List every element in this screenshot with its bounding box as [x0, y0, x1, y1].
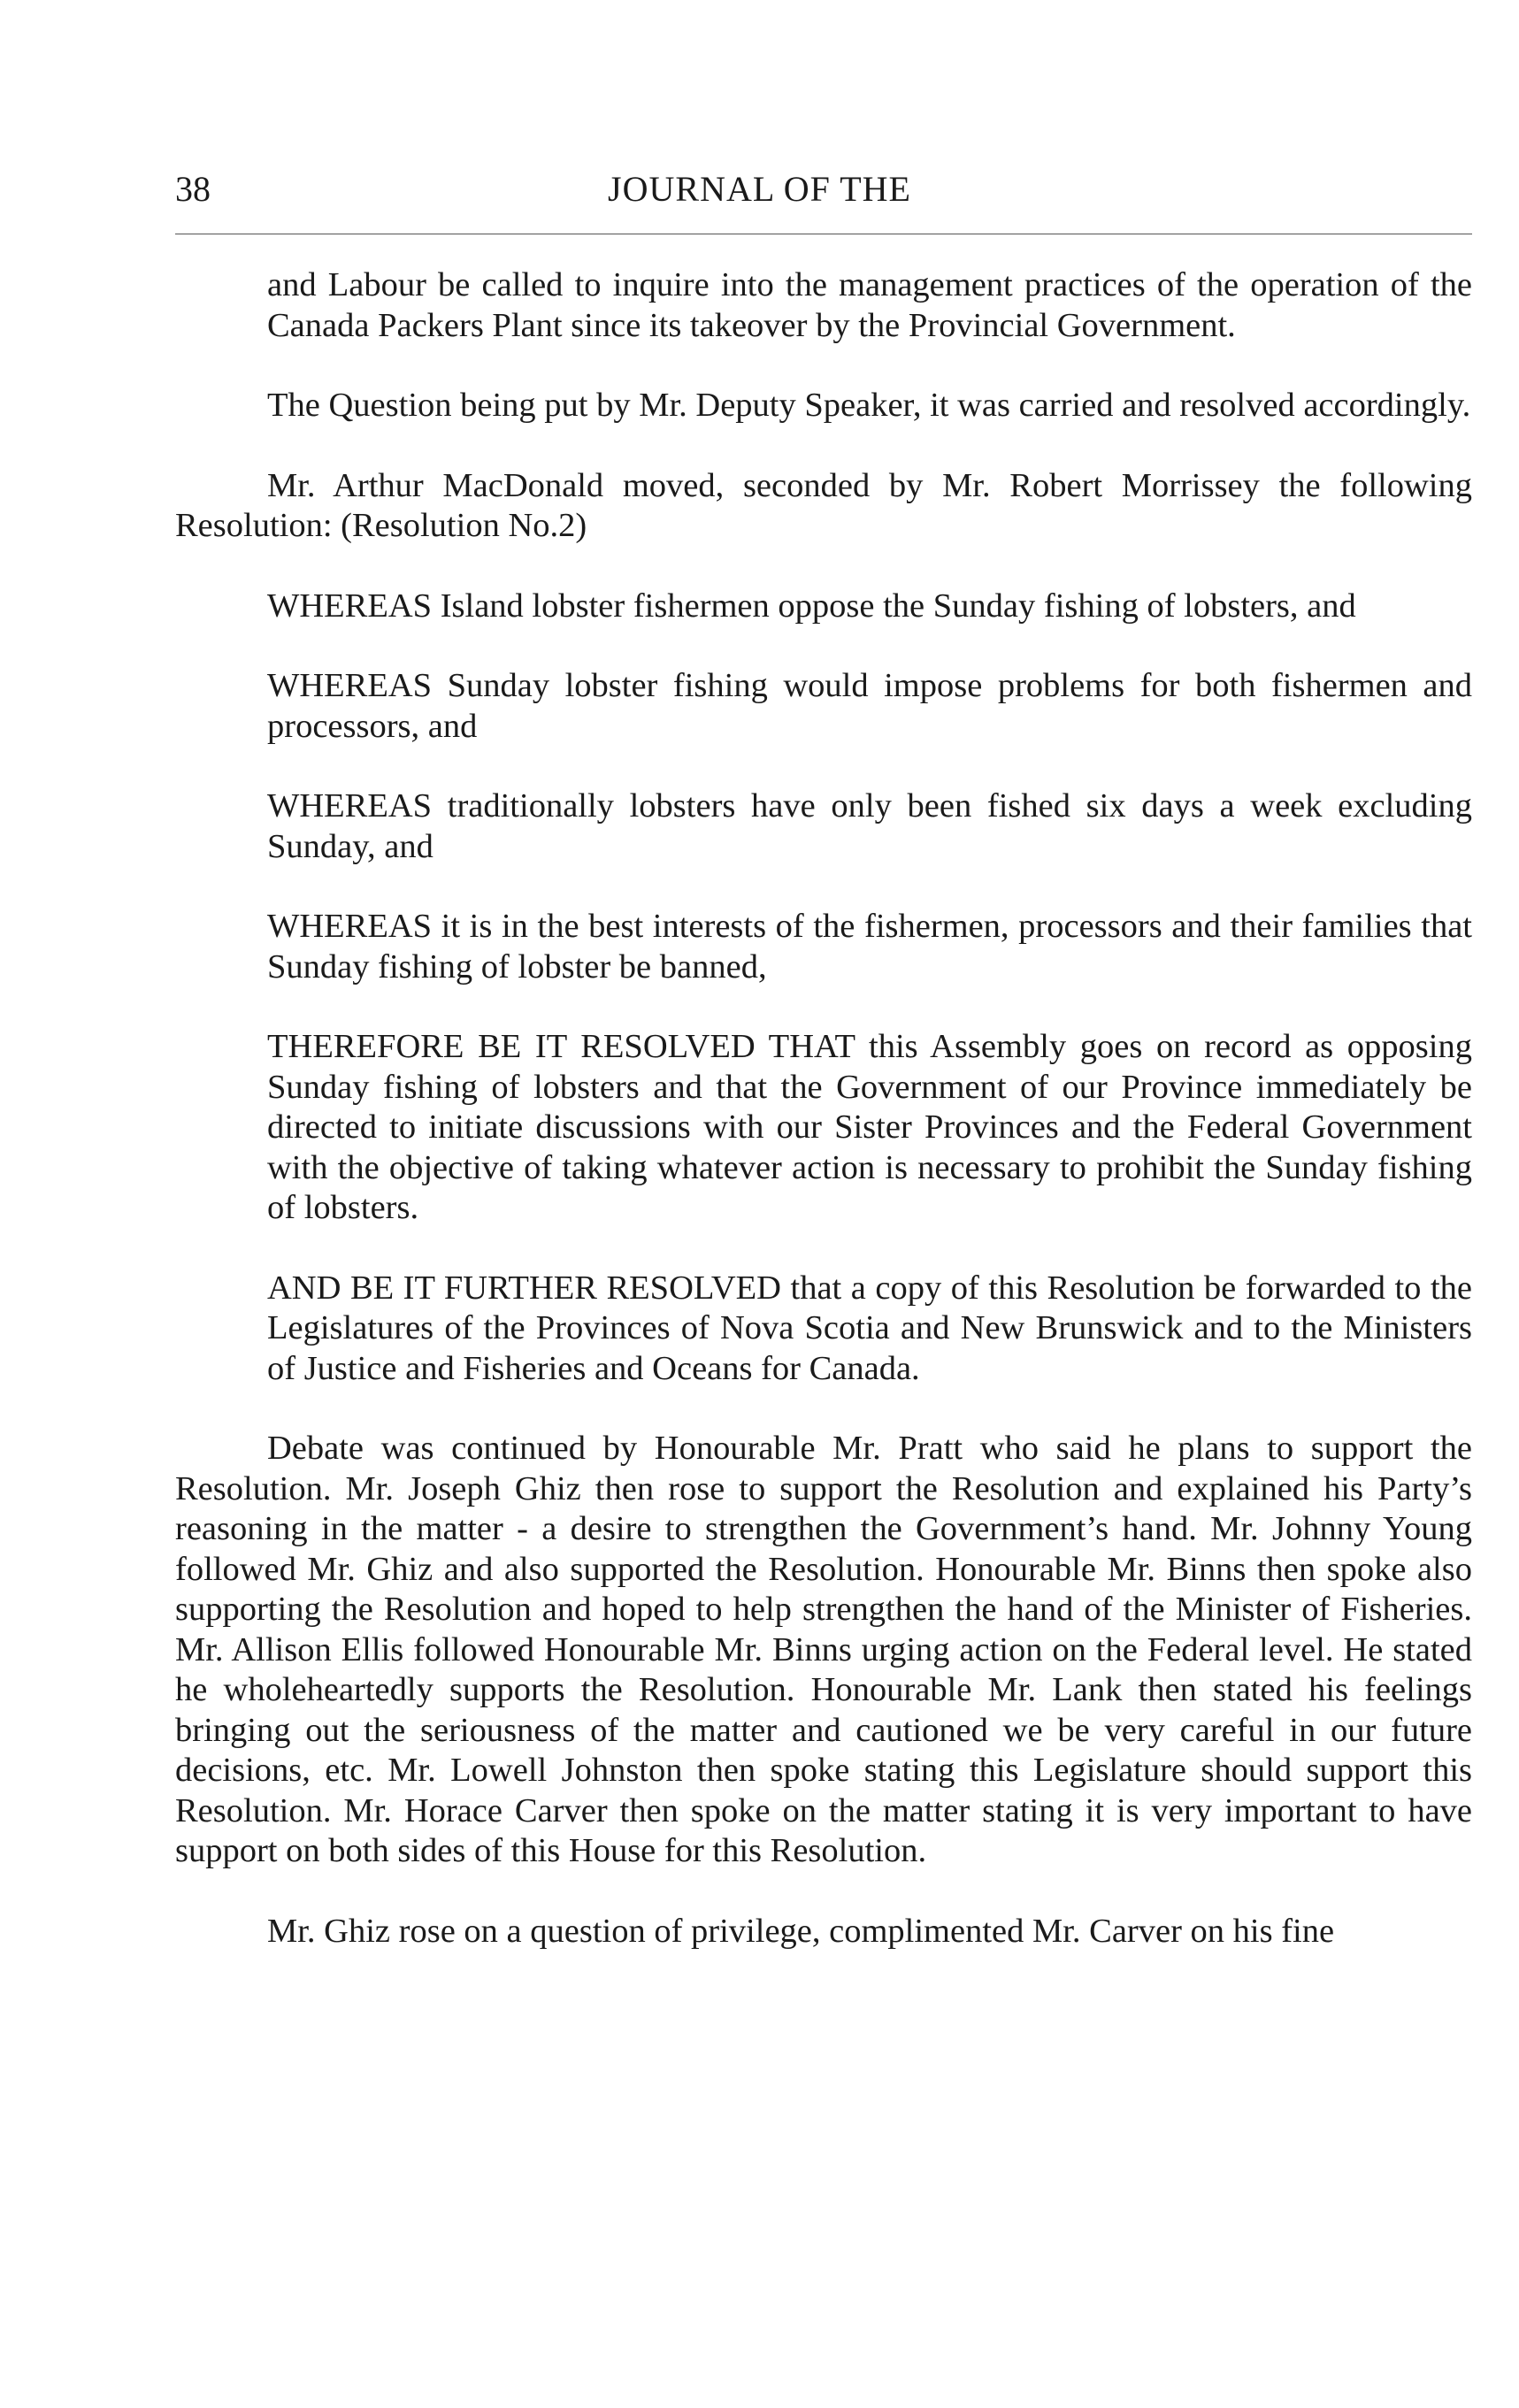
paragraph-motion: Mr. Arthur MacDonald moved, seconded by Mr. Robert Morrissey the following Resolution: (Resolution No.2) — [175, 466, 1472, 544]
journal-body — [175, 265, 1472, 1952]
resolution-therefore: THEREFORE BE IT RESOLVED THAT this Assembly goes on record as opposing Sunday fishing of lobsters and that the Government of our Province immediately be directed to initiate discussions with our Sister Provinces and the Federal Government with the objective of taking whatever action is necessary to prohibit the Sunday fishing of lobsters. — [267, 1028, 1472, 1226]
page-number: 38 — [175, 169, 211, 209]
paragraph-privilege: Mr. Ghiz rose on a question of privilege, complimented Mr. Carver on his fine — [267, 1912, 1335, 1950]
resolution-further: AND BE IT FURTHER RESOLVED that a copy of this Resolution be forwarded to the Legislatures of the Provinces of Nova Scotia and New Brunswick and to the Ministers of Justice and Fisheries and Oceans for Canada. — [267, 1269, 1472, 1387]
paragraph-continuation: and Labour be called to inquire into the management practices of the operation of the Canada Packers Plant since its takeover by the Provincial Government. — [267, 266, 1472, 344]
resolution-whereas-4: WHEREAS it is in the best interests of the fishermen, processors and their families that Sunday fishing of lobster be banned, — [267, 908, 1472, 985]
resolution-whereas-2: WHEREAS Sunday lobster fishing would impose problems for both fishermen and processors, and — [267, 667, 1472, 745]
resolution-whereas-3: WHEREAS traditionally lobsters have only been fished six days a week excluding Sunday, and — [267, 787, 1472, 865]
running-head: JOURNAL OF THE — [608, 169, 911, 209]
paragraph-question-put: The Question being put by Mr. Deputy Speaker, it was carried and resolved accordingly. — [267, 387, 1471, 424]
resolution-whereas-1: WHEREAS Island lobster fishermen oppose the Sunday fishing of lobsters, and — [267, 587, 1356, 625]
paragraph-debate: Debate was continued by Honourable Mr. Pratt who said he plans to support the Resolution. Mr. Joseph Ghiz then rose to support the Resolution and explained his Party’s reasoning in the matter - a desire to strengthen the Government’s hand. Mr. Johnny Young followed Mr. Ghiz and also supported the Resolution. Honourable Mr. Binns then spoke also supporting the Resolution and hoped to help strengthen the hand of the Minister of Fisheries. Mr. Allison Ellis followed Honourable Mr. Binns urging action on the Federal level. He stated he wholeheartedly supports the Resolution. Honourable Mr. Lank then stated his feelings bringing out the seriousness of the matter and cautioned we be very careful in our future decisions, etc. Mr. Lowell Johnston then spoke stating this Legislature should support this Resolution. Mr. Horace Carver then spoke on the matter stating it is very important to have support on both sides of this House for this Resolution. — [175, 1430, 1472, 1869]
